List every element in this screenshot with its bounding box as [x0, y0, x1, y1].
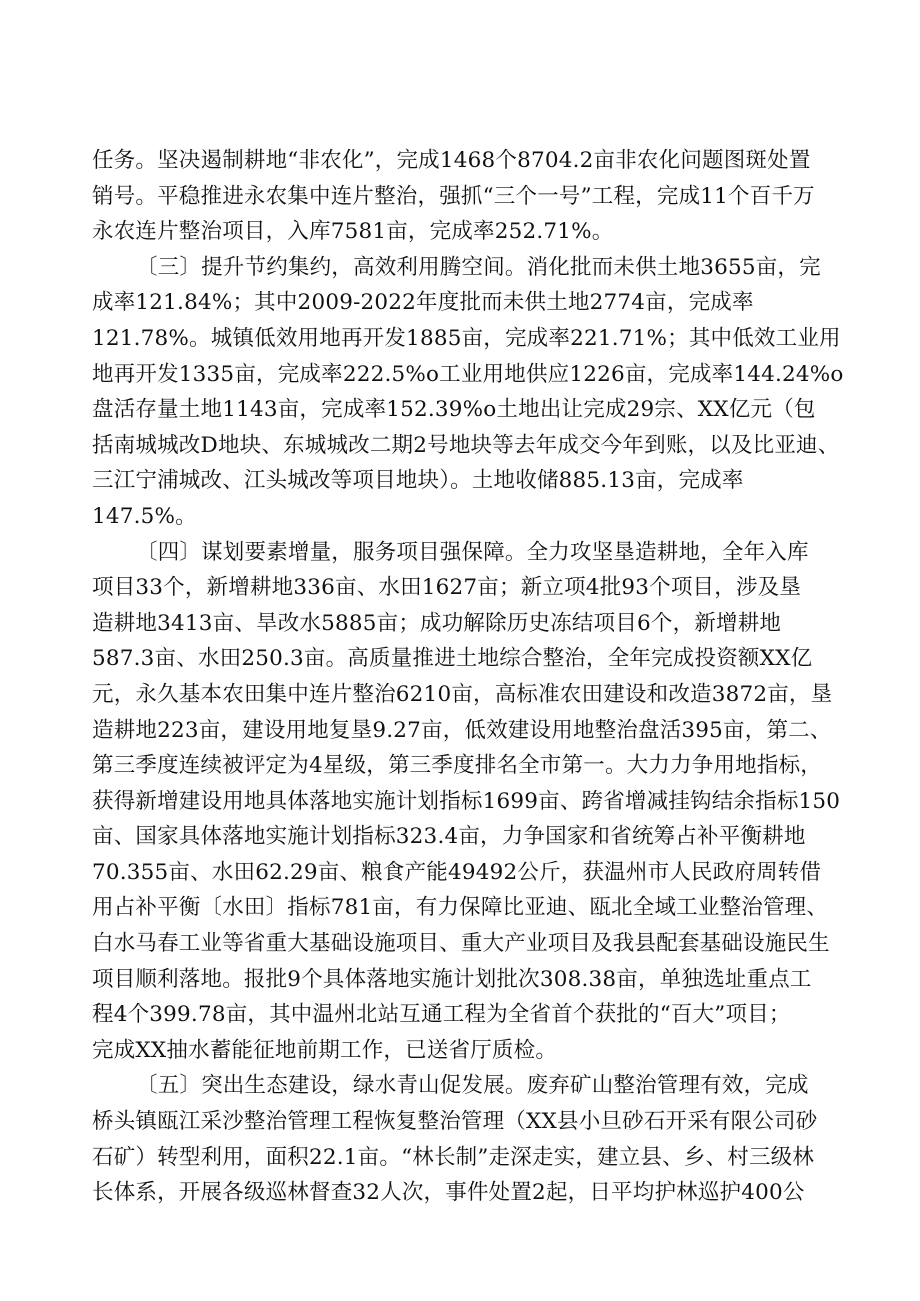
- text-line: 销号。平稳推进永农集中连片整治，强抓“三个一号”工程，完成11个百千万: [92, 183, 815, 209]
- text-line: 白水马春工业等省重大基础设施项目、重大产业项目及我县配套基础设施民生: [92, 931, 830, 957]
- text-line: 完成XX抽水蓄能征地前期工作，已送省厅质检。: [92, 1037, 558, 1063]
- text-line: 亩、国家具体落地实施计划指标323.4亩，力争国家和省统筹占补平衡耕地: [92, 824, 806, 850]
- text-line: 桥头镇瓯江采沙整治管理工程恢复整治管理（XX县小旦砂石开采有限公司砂: [92, 1109, 818, 1135]
- text-line: 121.78%。城镇低效用地再开发1885亩，完成率221.71%；其中低效工业用: [92, 325, 841, 351]
- text-line: 盘活存量土地1143亩，完成率152.39%o土地出让完成29宗、XX亿元（包: [92, 397, 816, 423]
- text-line: 获得新增建设用地具体落地实施计划指标1699亩、跨省增减挂钩结余指标150: [92, 788, 841, 814]
- text-line: 第三季度连续被评定为4星级，第三季度排名全市第一。大力力争用地指标，: [92, 753, 822, 779]
- text-line: 长体系，开展各级巡林督查32人次，事件处置2起，日平均护林巡护400公: [92, 1180, 805, 1206]
- text-line: 用占补平衡〔水田〕指标781亩，有力保障比亚迪、瓯北全域工业整治管理、: [92, 895, 829, 921]
- text-line: 〔三〕提升节约集约，高效利用腾空间。消化批而未供土地3655亩，完: [136, 254, 821, 280]
- text-line: 147.5%。: [92, 503, 197, 529]
- text-line: 永农连片整治项目，入库7581亩，完成率252.71%。: [92, 219, 614, 245]
- text-line: 括南城城改D地块、东城城改二期2号地块等去年成交今年到账，以及比亚迪、: [92, 432, 840, 458]
- text-line: 〔四〕谋划要素增量，服务项目强保障。全力攻坚垦造耕地，全年入库: [136, 539, 809, 565]
- text-line: 造耕地3413亩、旱改水5885亩；成功解除历史冻结项目6个，新增耕地: [92, 610, 782, 636]
- text-line: 70.355亩、水田62.29亩、粮食产能49492公斤，获温州市人民政府周转借: [92, 859, 822, 885]
- text-line: 地再开发1335亩，完成率222.5%o工业用地供应1226亩，完成率144.24%o: [92, 361, 844, 387]
- document-page: [92, 143, 852, 1211]
- text-line: 任务。坚决遏制耕地“非农化”，完成1468个8704.2亩非农化问题图斑处置: [92, 148, 811, 173]
- text-line: 造耕地223亩，建设用地复垦9.27亩，低效建设用地整治盘活395亩，第二、: [92, 717, 832, 743]
- text-line: 项目33个，新增耕地336亩、水田1627亩；新立项4批93个项目，涉及垦: [92, 575, 802, 601]
- text-line: 元，永久基本农田集中连片整治6210亩，高标准农田建设和改造3872亩，垦: [92, 681, 833, 707]
- text-line: 三江宁浦城改、江头城改等项目地块）。土地收储885.13亩，完成率: [92, 468, 744, 494]
- text-line: 587.3亩、水田250.3亩。高质量推进土地综合整治，全年完成投资额XX亿: [92, 646, 813, 672]
- text-line: 成率121.84%；其中2009-2022年度批而未供土地2774亩，完成率: [92, 290, 754, 316]
- text-line: 项目顺利落地。报批9个具体落地实施计划批次308.38亩，单独选址重点工: [92, 966, 812, 992]
- text-line: 〔五〕突出生态建设，绿水青山促发展。废弃矿山整治管理有效，完成: [136, 1073, 809, 1099]
- text-line: 程4个399.78亩，其中温州北站互通工程为全省首个获批的“百大”项目；: [92, 1002, 791, 1028]
- text-line: 石矿）转型利用，面积22.1亩。“林长制”走深走实，建立县、乡、村三级林: [92, 1144, 815, 1170]
